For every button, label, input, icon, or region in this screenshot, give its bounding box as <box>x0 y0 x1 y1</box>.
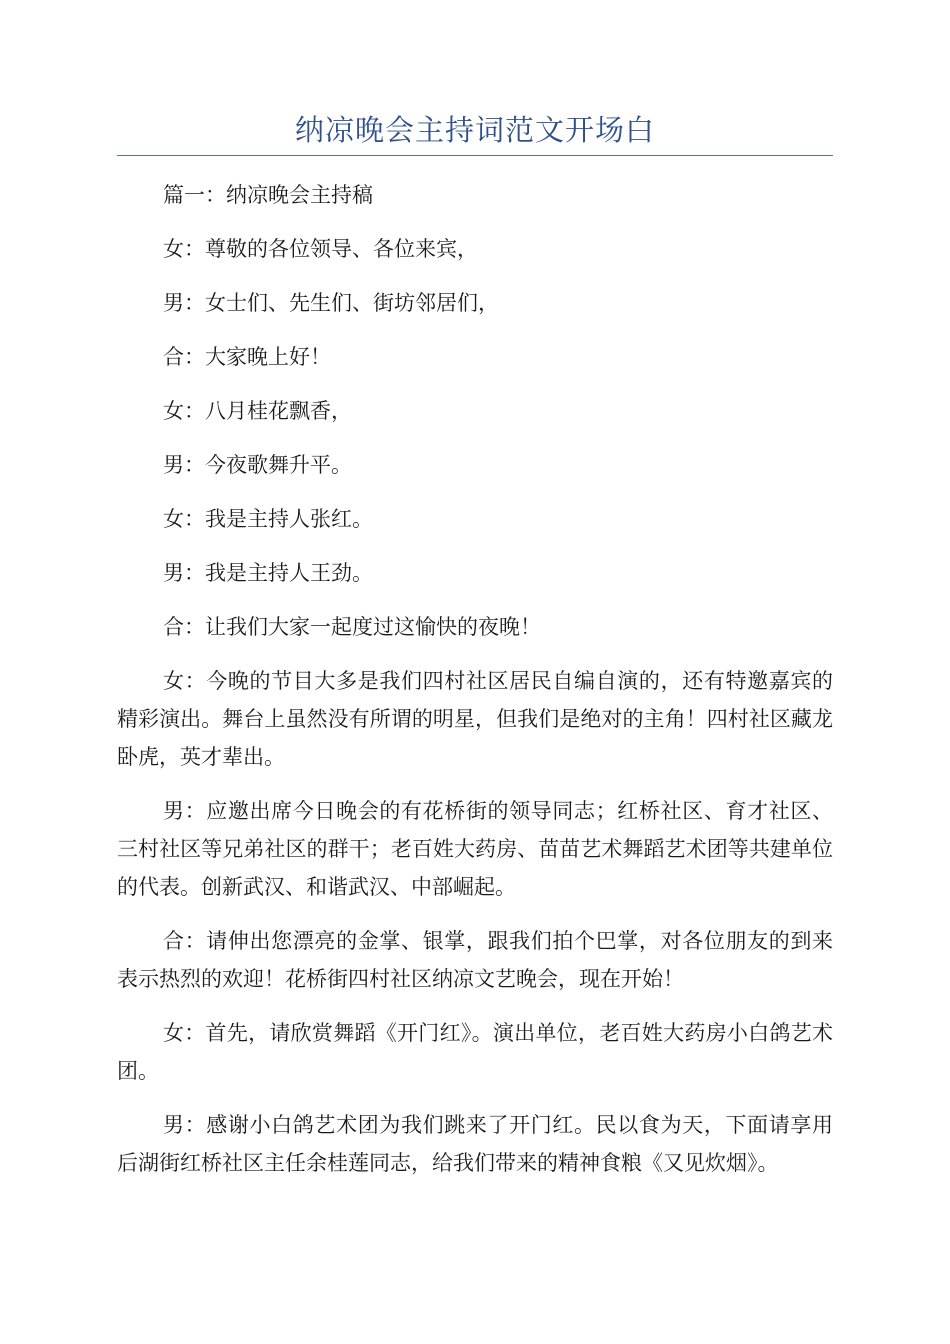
title-underline <box>117 155 833 156</box>
paragraph: 女：八月桂花飘香， <box>163 399 352 423</box>
paragraph: 男：感谢小白鸽艺术团为我们跳来了开门红。民以食为天，下面请享用后湖街红桥社区主任余桂莲同志，给我们带来的精神食粮《又见炊烟》。 <box>117 1113 833 1175</box>
paragraph: 男：应邀出席今日晚会的有花桥街的领导同志；红桥社区、育才社区、三村社区等兄弟社区的群干；老百姓大药房、苗苗艺术舞蹈艺术团等共建单位的代表。创新武汉、和谐武汉、中部崛起。 <box>117 799 833 899</box>
paragraph: 女：尊敬的各位领导、各位来宾， <box>163 237 478 261</box>
paragraph: 男：今夜歌舞升平。 <box>163 453 352 477</box>
paragraph: 合：请伸出您漂亮的金掌、银掌，跟我们拍个巴掌，对各位朋友的到来表示热烈的欢迎！花桥街四村社区纳凉文艺晚会，现在开始！ <box>117 929 833 991</box>
document-title: 纳凉晚会主持词范文开场白 <box>294 113 655 147</box>
paragraph: 合：让我们大家一起度过这愉快的夜晚！ <box>163 615 541 639</box>
paragraph: 女：首先，请欣赏舞蹈《开门红》。演出单位，老百姓大药房小白鸽艺术团。 <box>117 1021 833 1083</box>
paragraph: 男：我是主持人王劲。 <box>163 561 373 585</box>
paragraph: 合：大家晚上好！ <box>163 345 331 369</box>
paragraph: 女：今晚的节目大多是我们四村社区居民自编自演的，还有特邀嘉宾的精彩演出。舞台上虽然没有所谓的明星，但我们是绝对的主角！四村社区藏龙卧虎，英才辈出。 <box>117 669 833 769</box>
paragraph: 男：女士们、先生们、街坊邻居们， <box>163 291 499 315</box>
document-body <box>117 176 833 1198</box>
paragraph-section-heading: 篇一：纳凉晚会主持稿 <box>163 183 373 207</box>
paragraph: 女：我是主持人张红。 <box>163 507 373 531</box>
